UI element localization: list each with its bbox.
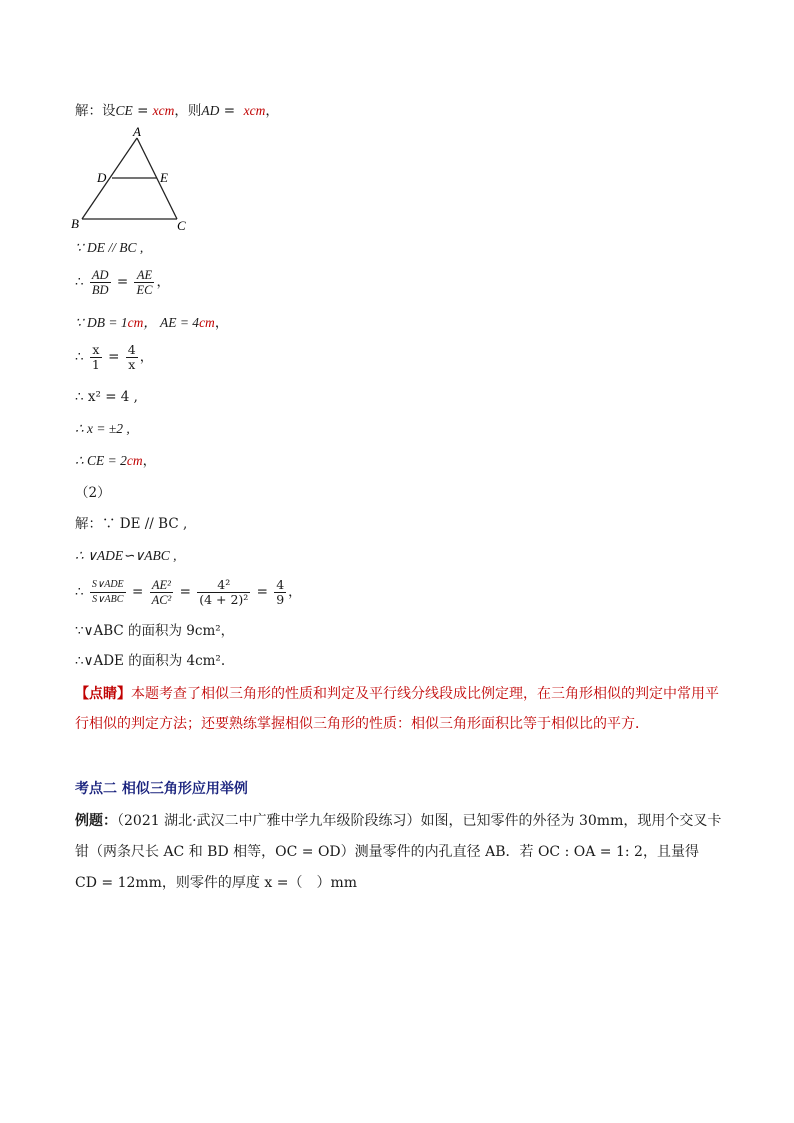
den: AC² — [151, 593, 172, 607]
dianjing-text: 本题考查了相似三角形的性质和判定及平行线分线段成比例定理，在三角形相似的判定中常用平行相似的判定方法；还要熟练掌握相似三角形的性质：相似三角形面积比等于相似比的平方． — [75, 686, 719, 732]
given-db: ∵ DB = 1 — [75, 315, 128, 330]
equals-sign-2: = — [223, 103, 236, 119]
x-value-text: ∴ x = ±2 , — [75, 421, 130, 436]
num: AE — [134, 268, 154, 283]
therefore: ∴ — [75, 349, 84, 365]
part-2-area-ratio: ∴ $\frac{\text{S∨ADE}}{\text{S∨ABC}}$ = $\frac{\text{AE²}}{\text{AC²}}$ = $\frac{\text{4²}}{\text{(4 + 2)²}}$ = $\frac{4}{9}$ ， — [75, 577, 302, 607]
step-x-ratio: ∴ $\frac{x}{1}$ = $\frac{4}{x}$ ， — [75, 342, 154, 372]
dianjing-label: 【点睛】 — [75, 686, 131, 702]
step-ratio: ∴ $\frac{AD}{BD}$ = $\frac{AE}{EC}$ ， — [75, 268, 170, 297]
den: 9 — [276, 592, 285, 607]
given-ae: ， AE = 4 — [143, 315, 200, 330]
step-ce-result — [75, 451, 156, 471]
fraction-ae-ac — [150, 578, 174, 607]
unit-cm-2: cm — [199, 315, 215, 330]
therefore: ∴ — [75, 584, 84, 600]
example-paragraph — [75, 806, 725, 899]
comma: ， — [214, 315, 229, 331]
num: 4 — [127, 342, 136, 357]
num: S∨ADE — [90, 578, 126, 593]
label-e: E — [160, 170, 168, 185]
example-label: 例题： — [75, 813, 117, 829]
fraction-area — [90, 578, 126, 607]
den: 1 — [91, 357, 100, 372]
section-heading-text: 考点二 相似三角形应用举例 — [75, 781, 248, 797]
den: S∨ABC — [92, 594, 124, 605]
fraction-x-1 — [90, 343, 102, 372]
label-d: D — [97, 170, 107, 185]
fraction-4-6 — [197, 578, 250, 607]
den: (4 + 2)² — [199, 592, 249, 607]
fraction-4-9 — [274, 578, 286, 607]
part-2-number: （2） — [75, 485, 111, 501]
unit-cm: cm — [127, 315, 144, 330]
ce-result: ∴ CE = 2 — [75, 453, 127, 468]
den: EC — [136, 283, 153, 297]
dianjing-paragraph — [75, 679, 725, 739]
step-given — [75, 313, 228, 333]
num: 4² — [197, 578, 250, 593]
ad-value: xcm — [243, 103, 266, 118]
num: x — [90, 343, 102, 358]
comma: ， — [265, 103, 279, 119]
ce-label: CE — [115, 103, 133, 118]
comma: ， — [288, 584, 302, 600]
then-text: ，则 — [174, 103, 202, 119]
abc-area: ∵∨ABC 的面积为 9cm²， — [75, 623, 235, 639]
den: x — [128, 357, 136, 372]
x-squared-text: ∴ x² = 4 , — [75, 389, 138, 405]
part-2-label — [75, 483, 111, 503]
part-2-parallel: 解：∵ DE // BC , — [75, 516, 188, 532]
comma: ， — [156, 274, 170, 290]
step-x-squared — [75, 387, 138, 407]
comma: ， — [142, 453, 157, 469]
ade-area: ∴∨ADE 的面积为 4cm². — [75, 653, 226, 669]
num: AD — [91, 268, 109, 282]
solution-prefix: 解：设 — [75, 103, 116, 119]
num: AE² — [150, 578, 174, 593]
ce-value: xcm — [152, 103, 175, 118]
label-a: A — [133, 124, 141, 139]
part-2-line-2 — [75, 546, 177, 566]
unit-cm-3: cm — [126, 453, 143, 468]
fraction-4-x — [126, 343, 138, 372]
fraction-ae-ec — [134, 268, 154, 297]
equals-sign: = — [137, 103, 149, 119]
step-parallel-text: ∵ DE // BC , — [75, 240, 144, 255]
comma: ， — [139, 349, 154, 365]
den: BD — [91, 283, 109, 297]
fraction-ad-bd — [90, 268, 111, 297]
step-parallel — [75, 238, 143, 258]
part-2-line-4 — [75, 621, 234, 641]
part-2-similar: ∴ ∨ADE∽∨ABC , — [75, 548, 177, 563]
triangle-figure — [65, 124, 195, 234]
label-b: B — [71, 216, 79, 231]
num: 4 — [276, 577, 285, 592]
therefore: ∴ — [75, 274, 84, 290]
solution-intro-line — [75, 101, 279, 121]
ad-label: AD — [201, 103, 220, 118]
example-text: （2021 湖北·武汉二中广雅中学九年级阶段练习）如图，已知零件的外径为 30mm，现用个交叉卡钳（两条尺长 AC 和 BD 相等，OC = OD）测量零件的内孔直径 AB．若 OC : OA = 1: 2，且量得 CD = 12mm，则零件的厚度 x =（ ）mm — [75, 813, 722, 891]
part-2-line-5 — [75, 651, 225, 671]
label-c: C — [177, 218, 186, 233]
step-x-value — [75, 419, 130, 439]
section-heading — [75, 778, 248, 798]
part-2-line-1 — [75, 514, 187, 534]
